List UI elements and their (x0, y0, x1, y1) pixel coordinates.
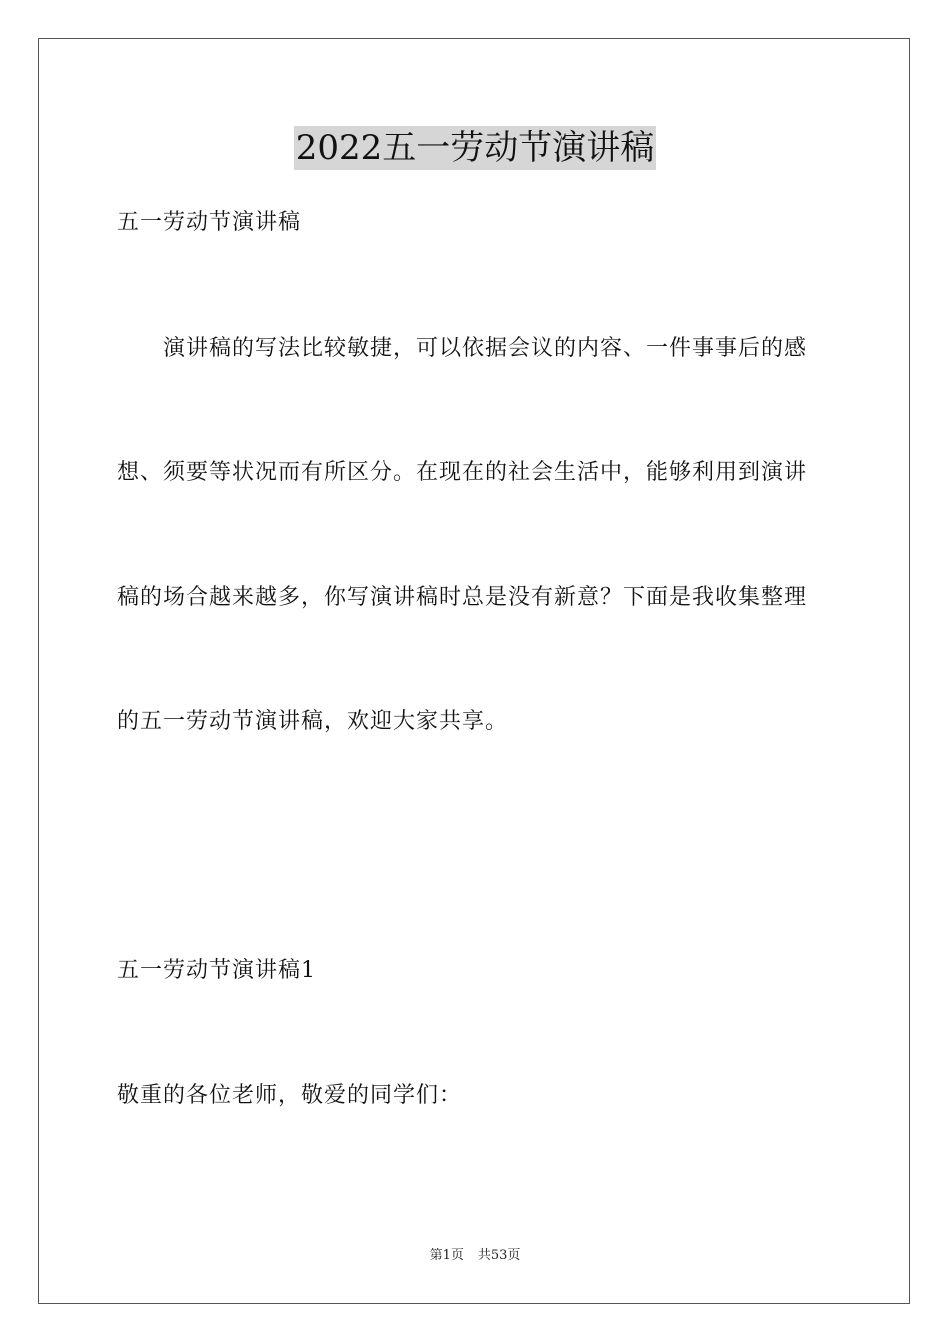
section-heading: 五一劳动节演讲稿1 (117, 958, 316, 983)
document-subtitle: 五一劳动节演讲稿 (117, 210, 302, 235)
page-number: 第1页 (429, 1248, 464, 1263)
paragraph-line-2: 想、须要等状况而有所区分。在现在的社会生活中，能够利用到演讲 (117, 460, 808, 485)
paragraph-line-4: 的五一劳动节演讲稿，欢迎大家共享。 (117, 709, 509, 734)
document-title: 2022五一劳动节演讲稿 (295, 128, 655, 168)
paragraph-line-1: 演讲稿的写法比较敏捷，可以依据会议的内容、一件事事后的感 (163, 336, 808, 361)
page-footer (0, 1246, 950, 1266)
salutation: 敬重的各位老师，敬爱的同学们： (117, 1083, 463, 1108)
paragraph-line-3: 稿的场合越来越多，你写演讲稿时总是没有新意？下面是我收集整理 (117, 585, 808, 610)
page-total: 共53页 (477, 1248, 521, 1263)
title-container (0, 126, 950, 170)
